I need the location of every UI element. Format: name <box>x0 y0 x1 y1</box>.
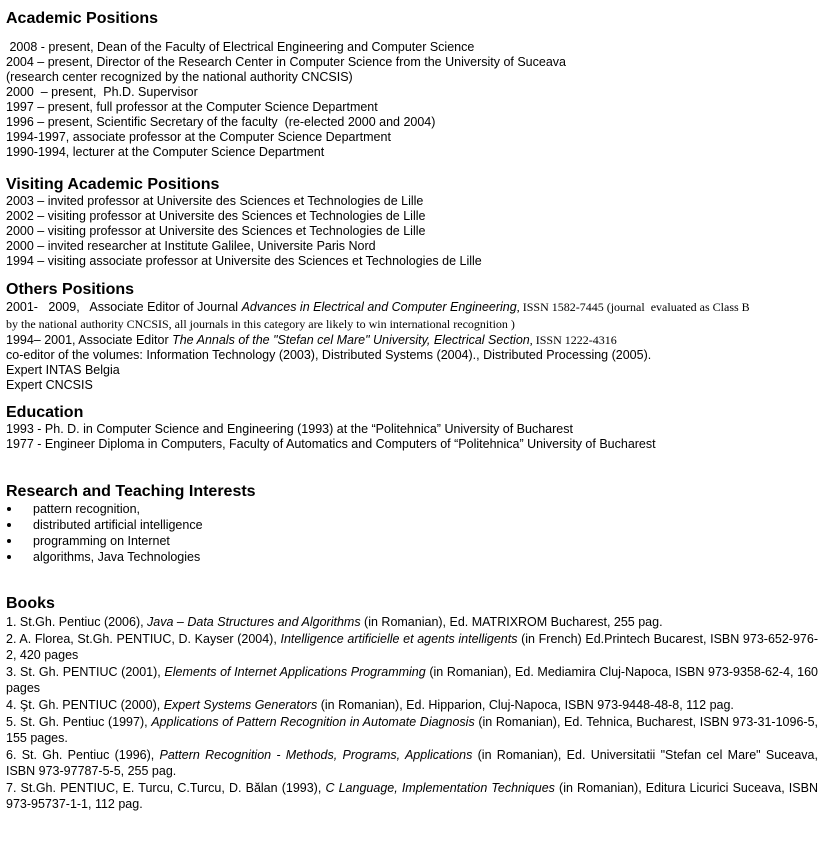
book-authors: 1. St.Gh. Pentiuc (2006), <box>6 615 148 629</box>
others-positions-heading: Others Positions <box>6 281 135 298</box>
book-authors: 3. St. Gh. PENTIUC (2001), <box>6 665 165 679</box>
book-item <box>6 664 818 696</box>
education-line: 1977 - Engineer Diploma in Computers, Faculty of Automatics and Computers of “Politehnica” University of Bucharest <box>6 437 656 451</box>
books-section <box>6 594 818 812</box>
books-heading: Books <box>6 595 55 612</box>
book-item <box>6 631 818 663</box>
position-line: 2004 – present, Director of the Research Center in Computer Science from the University of Suceava <box>6 55 566 69</box>
journal-issn: , ISSN 1222-4316 <box>529 333 617 347</box>
editor-prefix: 1994– 2001, Associate Editor <box>6 333 173 347</box>
book-details: (in Romanian), Ed. Universitatii "Stefan cel Mare" Suceava, ISBN 973-97787-5-5, 255 pag. <box>6 748 818 778</box>
list-item: distributed artificial intelligence <box>6 517 818 533</box>
list-item: algorithms, Java Technologies <box>6 549 818 565</box>
editor-line <box>6 299 818 316</box>
book-details: (in Romanian), Ed. MATRIXROM Bucharest, 255 pag. <box>360 615 663 629</box>
book-authors: 4. Şt. Gh. PENTIUC (2000), <box>6 698 164 712</box>
book-details: (in Romanian), Ed. Hipparion, Cluj-Napoca, ISBN 973-9448-48-8, 112 pag. <box>317 698 734 712</box>
interests-heading: Research and Teaching Interests <box>6 483 256 500</box>
education-section <box>6 403 818 452</box>
journal-issn: , ISSN 1582-7445 (journal evaluated as Class B <box>516 300 750 314</box>
book-authors: 5. St. Gh. Pentiuc (1997), <box>6 715 152 729</box>
book-title: Expert Systems Generators <box>163 698 318 712</box>
visiting-line: 2002 – visiting professor at Universite des Sciences et Technologies de Lille <box>6 209 426 223</box>
book-details: (in Romanian), Ed. Tehnica, Bucharest, ISBN 973-31-1096-5, 155 pages. <box>6 715 818 745</box>
position-line: 1990-1994, lecturer at the Computer Science Department <box>6 145 325 159</box>
book-authors: 6. St. Gh. Pentiuc (1996), <box>6 748 160 762</box>
visiting-line: 1994 – visiting associate professor at Universite des Sciences et Technologies de Lille <box>6 254 482 268</box>
book-item <box>6 747 818 779</box>
academic-positions-heading: Academic Positions <box>6 10 159 27</box>
education-line: 1993 - Ph. D. in Computer Science and Engineering (1993) at the “Politehnica” University of Bucharest <box>6 422 573 436</box>
book-title: Intelligence artificielle et agents intelligents <box>280 632 518 646</box>
book-details: (in Romanian), Ed. Mediamira Cluj-Napoca, ISBN 973-9358-62-4, 160 pages <box>6 665 818 695</box>
visiting-positions-section <box>6 175 818 269</box>
visiting-line: 2000 – visiting professor at Universite des Sciences et Technologies de Lille <box>6 224 426 238</box>
book-title: Elements of Internet Applications Programming <box>164 665 426 679</box>
expert-line: Expert INTAS Belgia <box>6 363 120 377</box>
cv-page <box>6 9 818 813</box>
position-line: 1994-1997, associate professor at the Computer Science Department <box>6 130 391 144</box>
list-item: programming on Internet <box>6 533 818 549</box>
position-line: 2008 - present, Dean of the Faculty of Electrical Engineering and Computer Science <box>6 40 475 54</box>
position-line: (research center recognized by the national authority CNCSIS) <box>6 70 353 84</box>
interests-section <box>6 482 818 565</box>
book-title: C Language, Implementation Techniques <box>325 781 555 795</box>
journal-title: Advances in Electrical and Computer Engineering <box>241 300 517 314</box>
others-positions-section <box>6 280 818 393</box>
journal-title: The Annals of the "Stefan cel Mare" University, Electrical Section <box>172 333 530 347</box>
book-details: (in French) Ed.Printech Bucarest, ISBN 973-652-976-2, 420 pages <box>6 632 818 662</box>
list-item: pattern recognition, <box>6 501 818 517</box>
editor-note: by the national authority CNCSIS, all journals in this category are likely to win international recognition ) <box>6 317 515 331</box>
book-authors: 2. A. Florea, St.Gh. PENTIUC, D. Kayser (2004), <box>6 632 281 646</box>
book-item <box>6 780 818 812</box>
book-title: Java – Data Structures and Algorithms <box>147 615 361 629</box>
visiting-positions-heading: Visiting Academic Positions <box>6 176 220 193</box>
expert-line: Expert CNCSIS <box>6 378 93 392</box>
book-title: Applications of Pattern Recognition in Automate Diagnosis <box>151 715 475 729</box>
position-line: 2000 – present, Ph.D. Supervisor <box>6 85 198 99</box>
visiting-line: 2003 – invited professor at Universite des Sciences et Technologies de Lille <box>6 194 424 208</box>
visiting-line: 2000 – invited researcher at Institute Galilee, Universite Paris Nord <box>6 239 376 253</box>
interests-list <box>6 501 818 565</box>
editor-prefix: 2001- 2009, Associate Editor of Journal <box>6 300 242 314</box>
position-line: 1996 – present, Scientific Secretary of the faculty (re-elected 2000 and 2004) <box>6 115 436 129</box>
book-item <box>6 697 818 713</box>
editor-line <box>6 332 818 348</box>
book-authors: 7. St.Gh. PENTIUC, E. Turcu, C.Turcu, D. Bălan (1993), <box>6 781 326 795</box>
academic-positions-section <box>6 9 818 160</box>
book-item <box>6 714 818 746</box>
book-title: Pattern Recognition - Methods, Programs, Applications <box>159 748 473 762</box>
coeditor-line: co-editor of the volumes: Information Technology (2003), Distributed Systems (2004)., Distributed Processing (2005). <box>6 348 652 362</box>
position-line: 1997 – present, full professor at the Computer Science Department <box>6 100 378 114</box>
book-item <box>6 614 818 630</box>
book-details: (in Romanian), Editura Licurici Suceava, ISBN 973-95737-1-1, 112 pag. <box>6 781 818 811</box>
education-heading: Education <box>6 404 84 421</box>
